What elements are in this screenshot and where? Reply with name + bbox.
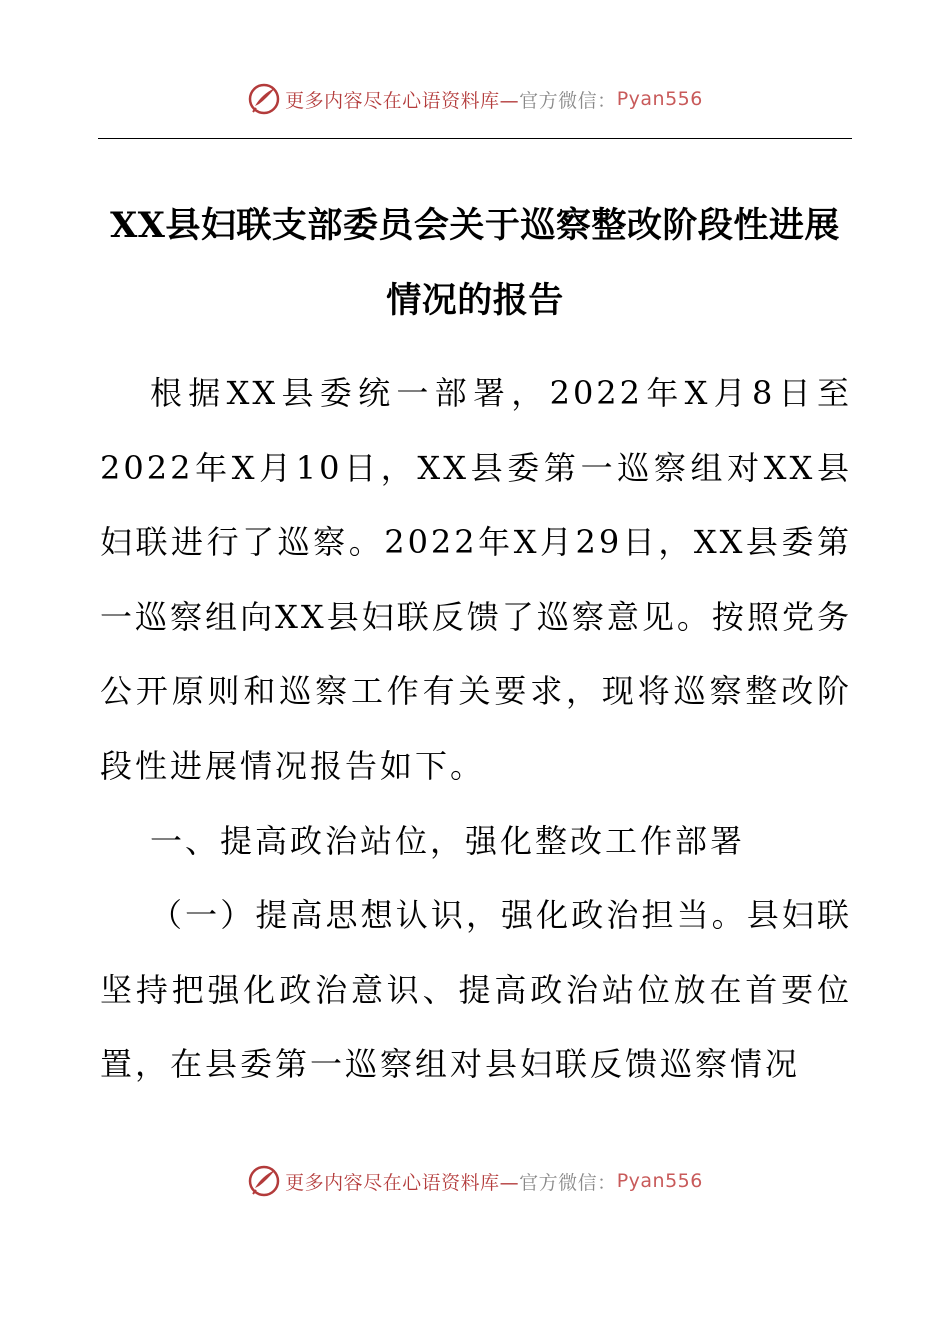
banner-account: Pyan556: [616, 88, 703, 110]
paragraph-subsection-1: （一）提高思想认识，强化政治担当。县妇联坚持把强化政治意识、提高政治站位放在首要位置，在县委第一巡察组对县妇联反馈巡察情况: [100, 896, 852, 1084]
document-title: XX县妇联支部委员会关于巡察整改阶段性进展情况的报告: [110, 205, 840, 321]
banner-wechat-label: 官方微信：: [519, 1171, 617, 1194]
header-watermark-banner: [0, 82, 950, 116]
quill-pen-logo-icon: [247, 82, 281, 116]
footer-watermark-banner: [0, 1164, 950, 1198]
section-heading-1: 一、提高政治站位，强化整改工作部署: [150, 821, 746, 860]
banner-wechat-label: 官方微信：: [519, 89, 617, 112]
banner-main-text: 更多内容尽在心语资料库—: [285, 89, 520, 112]
banner-account: Pyan556: [616, 1170, 703, 1192]
document-body: [100, 356, 852, 1102]
header-divider: [98, 138, 852, 139]
quill-pen-logo-icon: [247, 1164, 281, 1198]
paragraph-intro: 根据XX县委统一部署，2022年X月8日至2022年X月10日，XX县委第一巡察组对XX县妇联进行了巡察。2022年X月29日，XX县委第一巡察组向XX县妇联反馈了巡察意见。按照党务公开原则和巡察工作有关要求，现将巡察整改阶段性进展情况报告如下。: [100, 374, 852, 785]
banner-main-text: 更多内容尽在心语资料库—: [285, 1171, 520, 1194]
